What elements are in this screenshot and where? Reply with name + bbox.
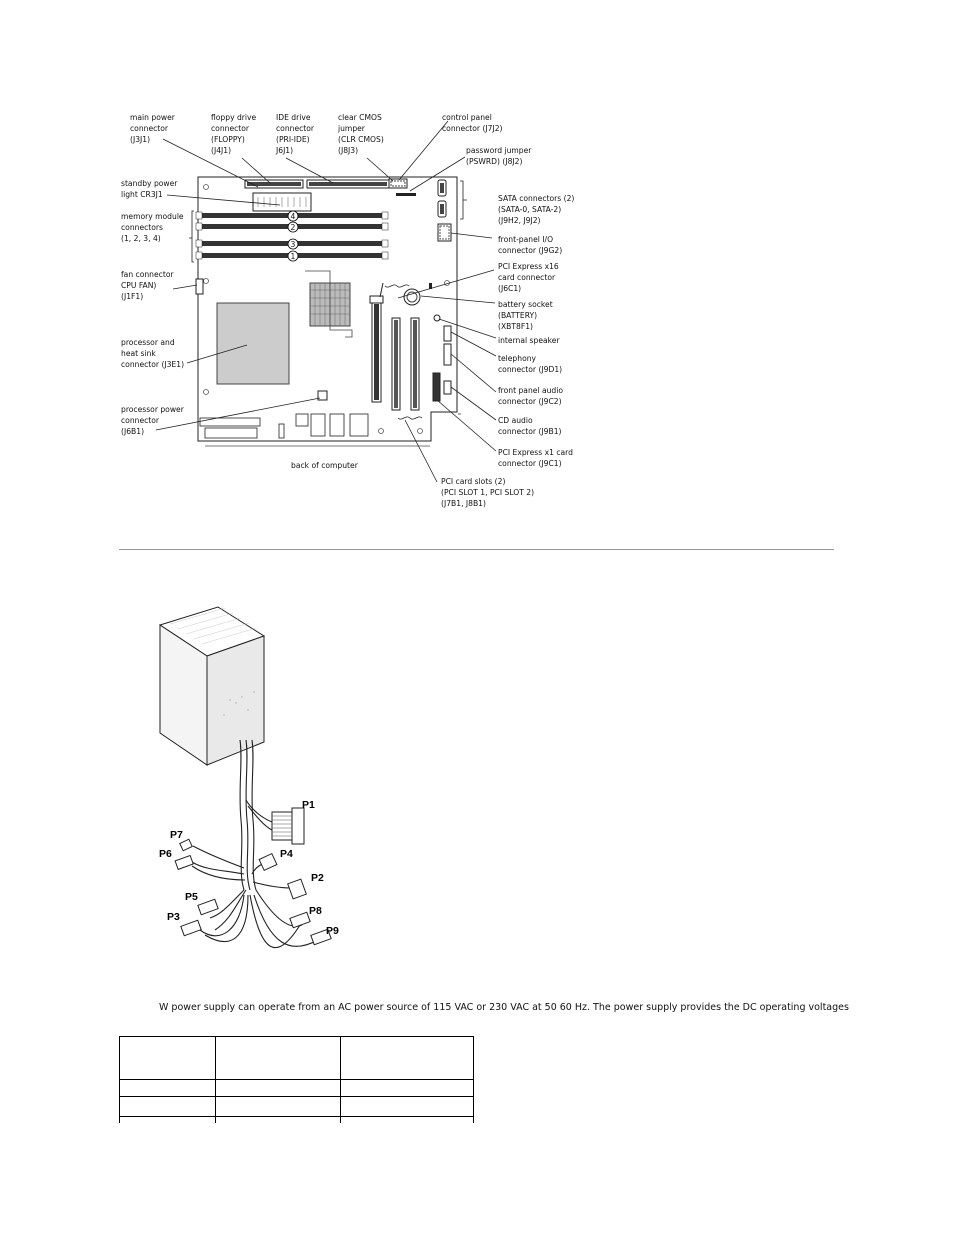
label-telephony [498, 354, 562, 374]
svg-text:CPU FAN): CPU FAN) [121, 281, 157, 290]
telephony-connector [444, 326, 451, 341]
svg-text:IDE drive: IDE drive [276, 113, 311, 122]
svg-text:(FLOPPY): (FLOPPY) [211, 135, 245, 144]
svg-text:(PCI SLOT 1, PCI SLOT 2): (PCI SLOT 1, PCI SLOT 2) [441, 488, 535, 497]
svg-text:connector (J3E1): connector (J3E1) [121, 360, 185, 369]
svg-text:PCI Express x16: PCI Express x16 [498, 262, 559, 271]
svg-text:connector (J9C1): connector (J9C1) [498, 459, 562, 468]
table-row [120, 1117, 474, 1123]
svg-text:heat sink: heat sink [121, 349, 156, 358]
connector-label-p1: P1 [302, 799, 315, 811]
table-cell [341, 1037, 474, 1080]
processor-power-connector [318, 391, 327, 400]
motherboard-diagram [121, 113, 574, 508]
svg-text:fan connector: fan connector [121, 270, 174, 279]
label-pcie-x16 [498, 262, 559, 293]
svg-text:connector (J9G2): connector (J9G2) [498, 246, 563, 255]
label-pci-slots [441, 477, 534, 508]
table-row [120, 1097, 474, 1117]
label-front-io [498, 235, 562, 255]
svg-text:(J8J3): (J8J3) [338, 146, 359, 155]
psu-connector-p6 [175, 856, 193, 870]
label-clear-cmos [337, 113, 384, 155]
processor-socket [217, 303, 289, 384]
svg-text:front panel audio: front panel audio [498, 386, 564, 395]
table-cell [120, 1117, 216, 1123]
svg-text:memory module: memory module [121, 212, 184, 221]
table-header-row [120, 1037, 474, 1080]
psu-connector-p1 [272, 808, 304, 844]
svg-text:back of computer: back of computer [291, 461, 358, 470]
svg-text:internal speaker: internal speaker [498, 336, 560, 345]
psu-connector-p5 [198, 899, 218, 915]
svg-text:PCI card slots (2): PCI card slots (2) [441, 477, 506, 486]
svg-text:(SATA-0, SATA-2): (SATA-0, SATA-2) [498, 205, 562, 214]
power-supply-diagram [159, 607, 339, 948]
svg-text:(PSWRD) (J8J2): (PSWRD) (J8J2) [466, 157, 523, 166]
table-cell [216, 1080, 341, 1097]
svg-text:connector: connector [211, 124, 250, 133]
svg-text:connector: connector [121, 416, 160, 425]
connector-label-p2: P2 [311, 872, 324, 884]
cd-audio-connector [444, 381, 451, 394]
table-cell [216, 1097, 341, 1117]
svg-text:(J6B1): (J6B1) [121, 427, 145, 436]
label-main-power [130, 113, 176, 144]
table-cell [216, 1117, 341, 1123]
svg-text:connectors: connectors [121, 223, 163, 232]
label-sata [498, 194, 574, 225]
section-divider [119, 549, 834, 550]
connector-label-p6: P6 [159, 848, 172, 860]
svg-text:(J3J1): (J3J1) [130, 135, 151, 144]
label-ide [275, 113, 315, 155]
svg-text:(J9H2, J9J2): (J9H2, J9J2) [498, 216, 541, 225]
internal-speaker [434, 315, 440, 321]
label-pcie-x1 [498, 448, 573, 468]
svg-text:card connector: card connector [498, 273, 556, 282]
svg-text:processor and: processor and [121, 338, 175, 347]
svg-text:(J4J1): (J4J1) [211, 146, 232, 155]
psu-connector-p4 [259, 854, 277, 871]
connector-label-p5: P5 [185, 891, 198, 903]
label-battery [498, 300, 553, 331]
label-processor-power [121, 405, 185, 436]
svg-text:(J6C1): (J6C1) [498, 284, 522, 293]
dimm-number: 4 [290, 212, 296, 221]
front-audio-connector [444, 344, 451, 365]
svg-text:connector (J9B1): connector (J9B1) [498, 427, 562, 436]
svg-text:J6J1): J6J1) [276, 146, 294, 155]
connector-label-p4: P4 [280, 848, 293, 860]
psu-connector-p2 [288, 879, 307, 899]
table-cell [120, 1037, 216, 1080]
label-standby [121, 179, 178, 199]
svg-text:PCI Express x1 card: PCI Express x1 card [498, 448, 573, 457]
svg-text:connector: connector [276, 124, 315, 133]
password-jumper [396, 193, 416, 196]
svg-text:(PRI-IDE): (PRI-IDE) [276, 135, 310, 144]
svg-text:connector: connector [130, 124, 169, 133]
svg-text:(1, 2, 3, 4): (1, 2, 3, 4) [121, 234, 161, 243]
connector-label-p3: P3 [167, 911, 180, 923]
svg-text:battery socket: battery socket [498, 300, 553, 309]
svg-text:standby power: standby power [121, 179, 178, 188]
label-password [466, 146, 532, 166]
table-cell [341, 1097, 474, 1117]
dimm-number: 2 [290, 223, 296, 232]
table-cell [341, 1080, 474, 1097]
battery-socket [404, 289, 420, 305]
svg-text:floppy drive: floppy drive [211, 113, 257, 122]
dc-voltage-table [119, 1036, 474, 1123]
label-back-of-computer [291, 461, 359, 470]
psu-connector-p8 [290, 912, 310, 928]
svg-text:(J1F1): (J1F1) [121, 292, 144, 301]
label-floppy [211, 113, 257, 155]
table-cell [120, 1097, 216, 1117]
svg-text:connector (J9C2): connector (J9C2) [498, 397, 562, 406]
label-processor [121, 338, 184, 369]
dimm-number: 3 [290, 240, 296, 249]
svg-text:SATA connectors (2): SATA connectors (2) [498, 194, 575, 203]
svg-text:(CLR CMOS): (CLR CMOS) [338, 135, 384, 144]
svg-text:control panel: control panel [442, 113, 492, 122]
svg-text:processor power: processor power [121, 405, 184, 414]
label-cd-audio [498, 416, 562, 436]
label-front-audio [498, 386, 563, 406]
table-row [120, 1080, 474, 1097]
label-fan [121, 270, 174, 301]
table-cell [216, 1037, 341, 1080]
svg-text:(XBT8F1): (XBT8F1) [498, 322, 534, 331]
svg-text:light CR3J1: light CR3J1 [121, 190, 163, 199]
psu-box-side [207, 636, 264, 765]
label-control-panel [442, 113, 503, 133]
connector-label-p8: P8 [309, 905, 322, 917]
svg-text:connector (J9D1): connector (J9D1) [498, 365, 563, 374]
svg-text:main power: main power [130, 113, 175, 122]
connector-label-p9: P9 [326, 925, 339, 937]
svg-text:clear CMOS: clear CMOS [338, 113, 382, 122]
svg-text:CD audio: CD audio [498, 416, 533, 425]
dimm-number: 1 [290, 252, 296, 261]
psu-connector-p3 [181, 920, 201, 936]
svg-text:connector (J7J2): connector (J7J2) [442, 124, 503, 133]
svg-text:front-panel I/O: front-panel I/O [498, 235, 554, 244]
svg-text:jumper: jumper [338, 124, 365, 133]
svg-text:(BATTERY): (BATTERY) [498, 311, 538, 320]
table-cell [341, 1117, 474, 1123]
svg-text:password jumper: password jumper [466, 146, 532, 155]
label-speaker [498, 336, 560, 345]
svg-text:(J7B1, J8B1): (J7B1, J8B1) [441, 499, 486, 508]
power-supply-description: W power supply can operate from an AC power source of 115 VAC or 230 VAC at 50 60 Hz. The power supply provides the DC operating voltages [159, 1002, 849, 1013]
connector-label-p7: P7 [170, 829, 183, 841]
pcie-x1-slot [433, 373, 440, 401]
fan-connector [196, 279, 203, 294]
table-cell [120, 1080, 216, 1097]
label-memory [121, 212, 184, 243]
svg-text:telephony: telephony [498, 354, 537, 363]
